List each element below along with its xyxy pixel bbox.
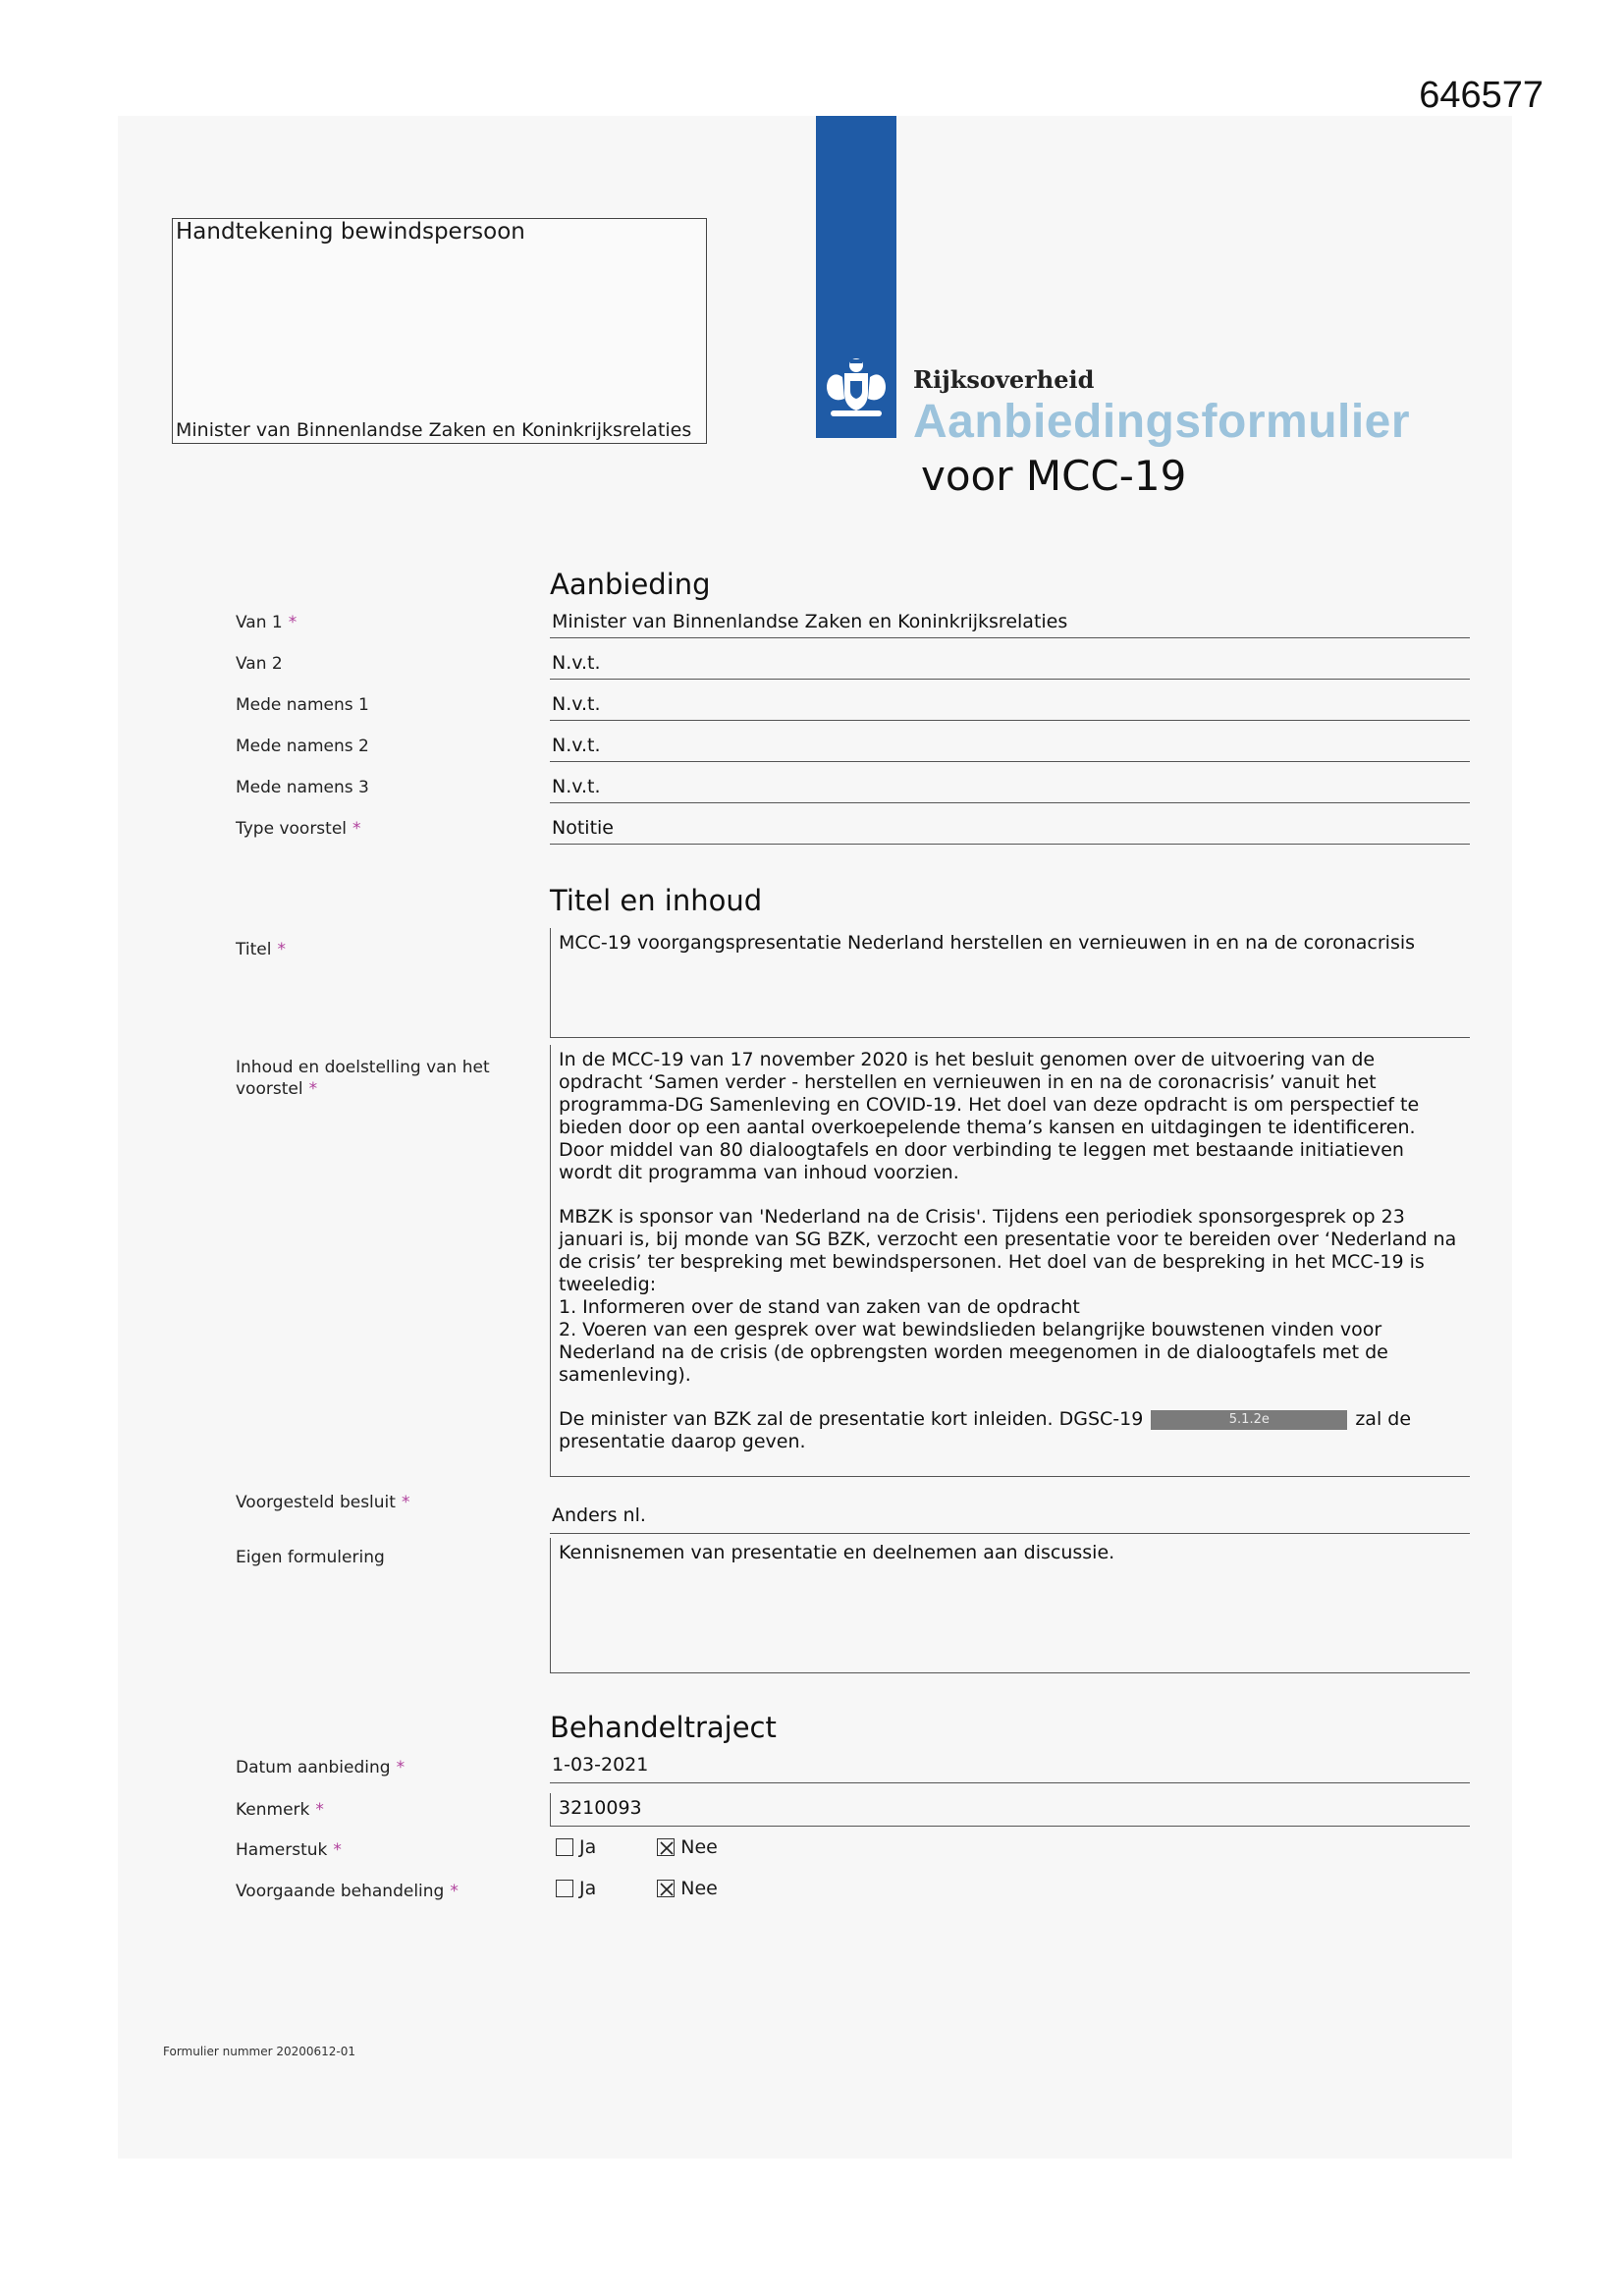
signature-box [172, 218, 707, 444]
voorgaande-ja-checkbox[interactable] [556, 1880, 573, 1897]
section-aanbieding: Aanbieding [550, 568, 711, 601]
label-titel: Titel * [236, 940, 286, 959]
field-voorgesteld-besluit[interactable]: Anders nl. [550, 1501, 1470, 1534]
check-cross-icon [658, 1839, 676, 1857]
label-mede-namens-1: Mede namens 1 [236, 695, 369, 715]
crest-icon [821, 352, 892, 422]
field-van-1[interactable]: Minister van Binnenlandse Zaken en Koninkrijksrelaties [550, 611, 1470, 638]
field-type-voorstel[interactable]: Notitie [550, 817, 1470, 845]
field-titel[interactable] [550, 928, 1470, 1038]
label-hamerstuk: Hamerstuk * [236, 1840, 342, 1860]
signature-role: Minister van Binnenlandse Zaken en Koninkrijksrelaties [176, 419, 692, 441]
inhoud-paragraph-1: In de MCC-19 van 17 november 2020 is het besluit genomen over de uitvoering van de opdracht ‘Samen verder - herstellen en vernieuwen in en na de coronacrisis’ vanuit het programma-DG Samenleving en COVID-19. Het doel van deze opdracht is om perspectief te bieden door op een aantal overkoepelende thema’s kansen en uitdagingen te identificeren. Door middel van 80 dialoogtafels en door verbinding te leggen met bestaande initiatieven wordt dit programma van inhoud voorzien. [559, 1049, 1420, 1183]
field-eigen-formulering[interactable] [550, 1538, 1470, 1673]
inhoud-paragraph-4: 2. Voeren van een gesprek over wat bewindslieden belangrijke bouwstenen vinden voor Nederland na de crisis (de opbrengsten worden meegenomen in de dialoogtafels met de samenleving). [559, 1319, 1388, 1386]
voorgaande-options [556, 1878, 718, 1899]
document-number: 646577 [1419, 75, 1543, 116]
field-mede-namens-2[interactable]: N.v.t. [550, 735, 1470, 762]
label-eigen-formulering: Eigen formulering [236, 1548, 385, 1567]
hamerstuk-nee-checkbox[interactable] [657, 1838, 675, 1856]
form-number: Formulier nummer 20200612-01 [163, 2045, 356, 2058]
inhoud-closing: De minister van BZK zal de presentatie kort inleiden. DGSC-19 5.1.2e zal de presentatie daarop geven. [559, 1408, 1412, 1452]
label-kenmerk: Kenmerk * [236, 1800, 324, 1820]
check-cross-icon [658, 1881, 676, 1898]
voorgaande-nee-label: Nee [680, 1878, 718, 1899]
brand-name: Rijksoverheid [913, 365, 1095, 394]
eigen-formulering-text: Kennisnemen van presentatie en deelnemen aan discussie. [559, 1542, 1115, 1563]
hamerstuk-nee-label: Nee [680, 1836, 718, 1858]
field-inhoud[interactable] [550, 1045, 1470, 1477]
label-type-voorstel: Type voorstel * [236, 819, 361, 839]
label-inhoud: Inhoud en doelstelling van het voorstel * [236, 1058, 490, 1099]
form-subtitle: voor MCC-19 [921, 452, 1187, 500]
field-mede-namens-3[interactable]: N.v.t. [550, 776, 1470, 803]
section-behandeltraject: Behandeltraject [550, 1711, 777, 1744]
label-van-1: Van 1 * [236, 613, 298, 632]
voorgaande-nee-checkbox[interactable] [657, 1880, 675, 1897]
inhoud-paragraph-2: MBZK is sponsor van 'Nederland na de Crisis'. Tijdens een periodiek sponsorgesprek op 23 januari is, bij monde van SG BZK, verzocht een presentatie voor te bereiden over ‘Nederland na de crisis’ ter bespreking met bewindspersonen. Het doel van de bespreking in het MCC-19 is tweeledig: [559, 1206, 1457, 1295]
form-title: Aanbiedingsformulier [913, 396, 1411, 448]
field-mede-namens-1[interactable]: N.v.t. [550, 693, 1470, 721]
signature-title: Handtekening bewindspersoon [176, 219, 525, 245]
hamerstuk-ja-label: Ja [579, 1836, 597, 1858]
label-mede-namens-3: Mede namens 3 [236, 778, 369, 797]
hamerstuk-options [556, 1836, 718, 1858]
label-voorgaande-behandeling: Voorgaande behandeling * [236, 1882, 459, 1901]
label-van-2: Van 2 [236, 654, 283, 674]
label-mede-namens-2: Mede namens 2 [236, 737, 369, 756]
field-kenmerk[interactable]: 3210093 [550, 1793, 1470, 1827]
field-van-2[interactable]: N.v.t. [550, 652, 1470, 680]
voorgaande-ja-label: Ja [579, 1878, 597, 1899]
redaction-block: 5.1.2e [1151, 1410, 1347, 1430]
titel-text: MCC-19 voorgangspresentatie Nederland herstellen en vernieuwen in en na de coronacrisis [559, 932, 1416, 954]
label-voorgesteld-besluit: Voorgesteld besluit * [236, 1493, 410, 1512]
field-datum-aanbieding[interactable]: 1-03-2021 [550, 1754, 1470, 1783]
hamerstuk-ja-checkbox[interactable] [556, 1838, 573, 1856]
section-titel-inhoud: Titel en inhoud [550, 884, 763, 917]
label-datum-aanbieding: Datum aanbieding * [236, 1758, 406, 1777]
inhoud-paragraph-3: 1. Informeren over de stand van zaken van de opdracht [559, 1296, 1080, 1318]
